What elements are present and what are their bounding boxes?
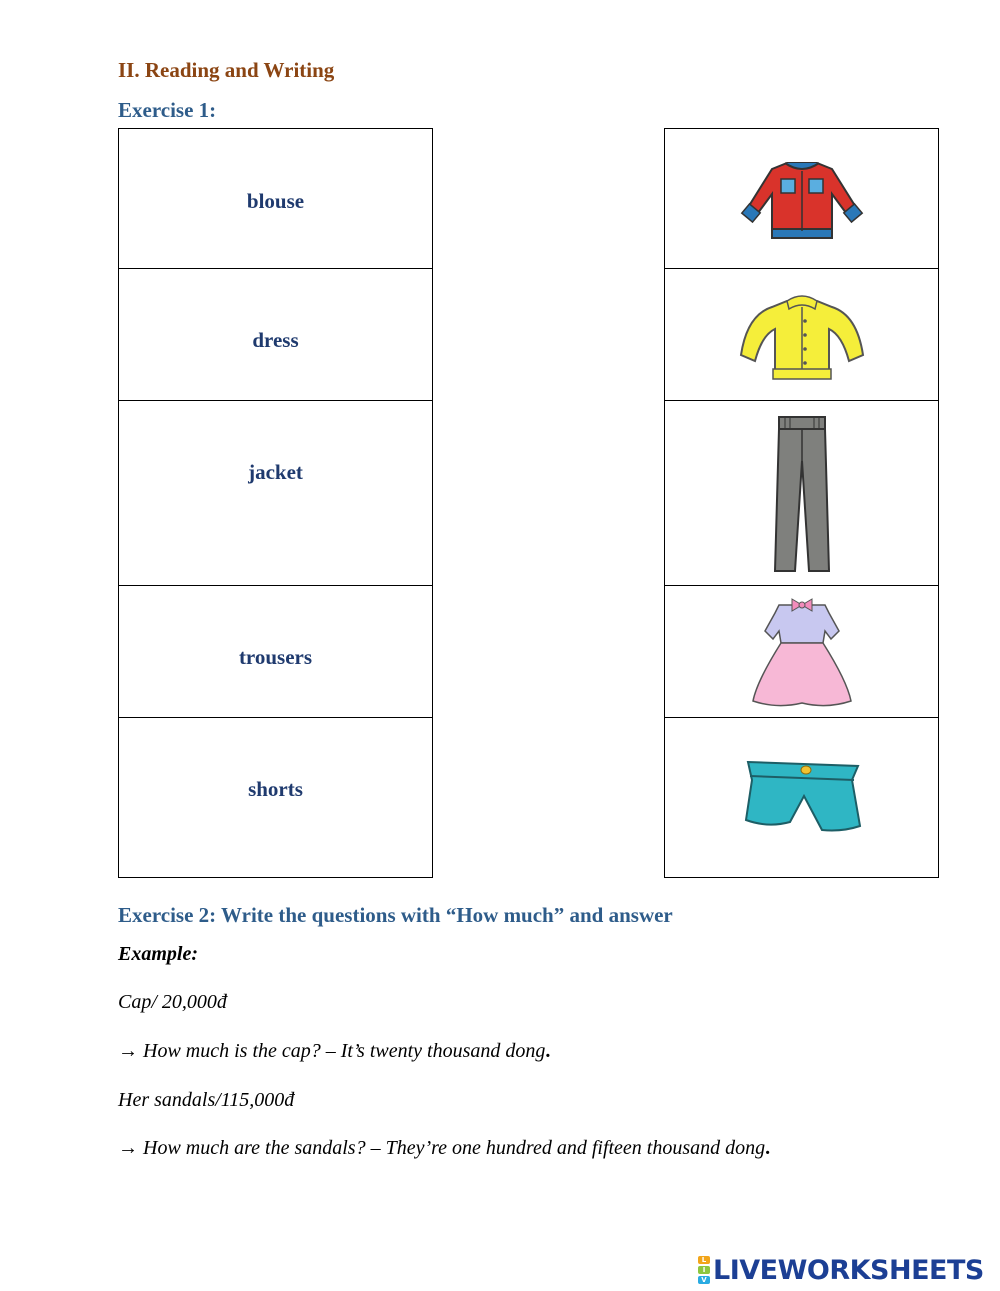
logo-text: LIVEWORKSHEETS — [713, 1254, 984, 1286]
word-column — [118, 128, 433, 878]
trousers-icon — [757, 411, 847, 576]
picture-cell[interactable] — [665, 586, 938, 718]
logo-mark-letter: L — [698, 1256, 710, 1264]
example-answer-period: . — [545, 1040, 551, 1062]
exercise1-title: Exercise 1: — [118, 98, 217, 122]
picture-cell[interactable] — [665, 269, 938, 401]
picture-cell[interactable] — [665, 718, 938, 877]
example-prompt: Cap/ 20,000đ — [118, 991, 227, 1013]
jacket-icon — [727, 149, 877, 249]
example-answer-period: . — [765, 1137, 771, 1159]
exercise2-title: Exercise 2: Write the questions with “How much” and answer — [118, 903, 673, 927]
blouse-icon — [727, 285, 877, 385]
logo-mark-letter: I — [698, 1266, 710, 1274]
word-label: trousers — [238, 645, 313, 669]
example-prompt: Her sandals/115,000đ — [118, 1089, 295, 1111]
dress-icon — [747, 591, 857, 713]
example-label: Example: — [118, 943, 198, 965]
picture-column — [664, 128, 939, 878]
word-cell[interactable] — [119, 718, 432, 877]
section-title: II. Reading and Writing — [118, 58, 335, 82]
shorts-icon — [732, 748, 872, 848]
picture-cell[interactable] — [665, 401, 938, 586]
example-answer-text: → How much is the cap? – It’s twenty thousand dong — [118, 1040, 546, 1062]
example-answer — [118, 1040, 550, 1063]
word-label: dress — [252, 328, 299, 352]
liveworksheets-logo — [698, 1254, 984, 1286]
word-label: blouse — [246, 189, 305, 213]
logo-mark-icon — [698, 1255, 710, 1285]
picture-cell[interactable] — [665, 129, 938, 269]
example-answer-text: → How much are the sandals? – They’re one hundred and fifteen thousand dong — [118, 1137, 766, 1159]
word-cell[interactable] — [119, 129, 432, 269]
word-cell[interactable] — [119, 401, 432, 586]
word-label: shorts — [248, 777, 303, 801]
example-answer — [118, 1137, 770, 1160]
word-label: jacket — [248, 460, 303, 484]
logo-mark-letter: V — [698, 1276, 710, 1284]
word-cell[interactable] — [119, 586, 432, 718]
word-cell[interactable] — [119, 269, 432, 401]
